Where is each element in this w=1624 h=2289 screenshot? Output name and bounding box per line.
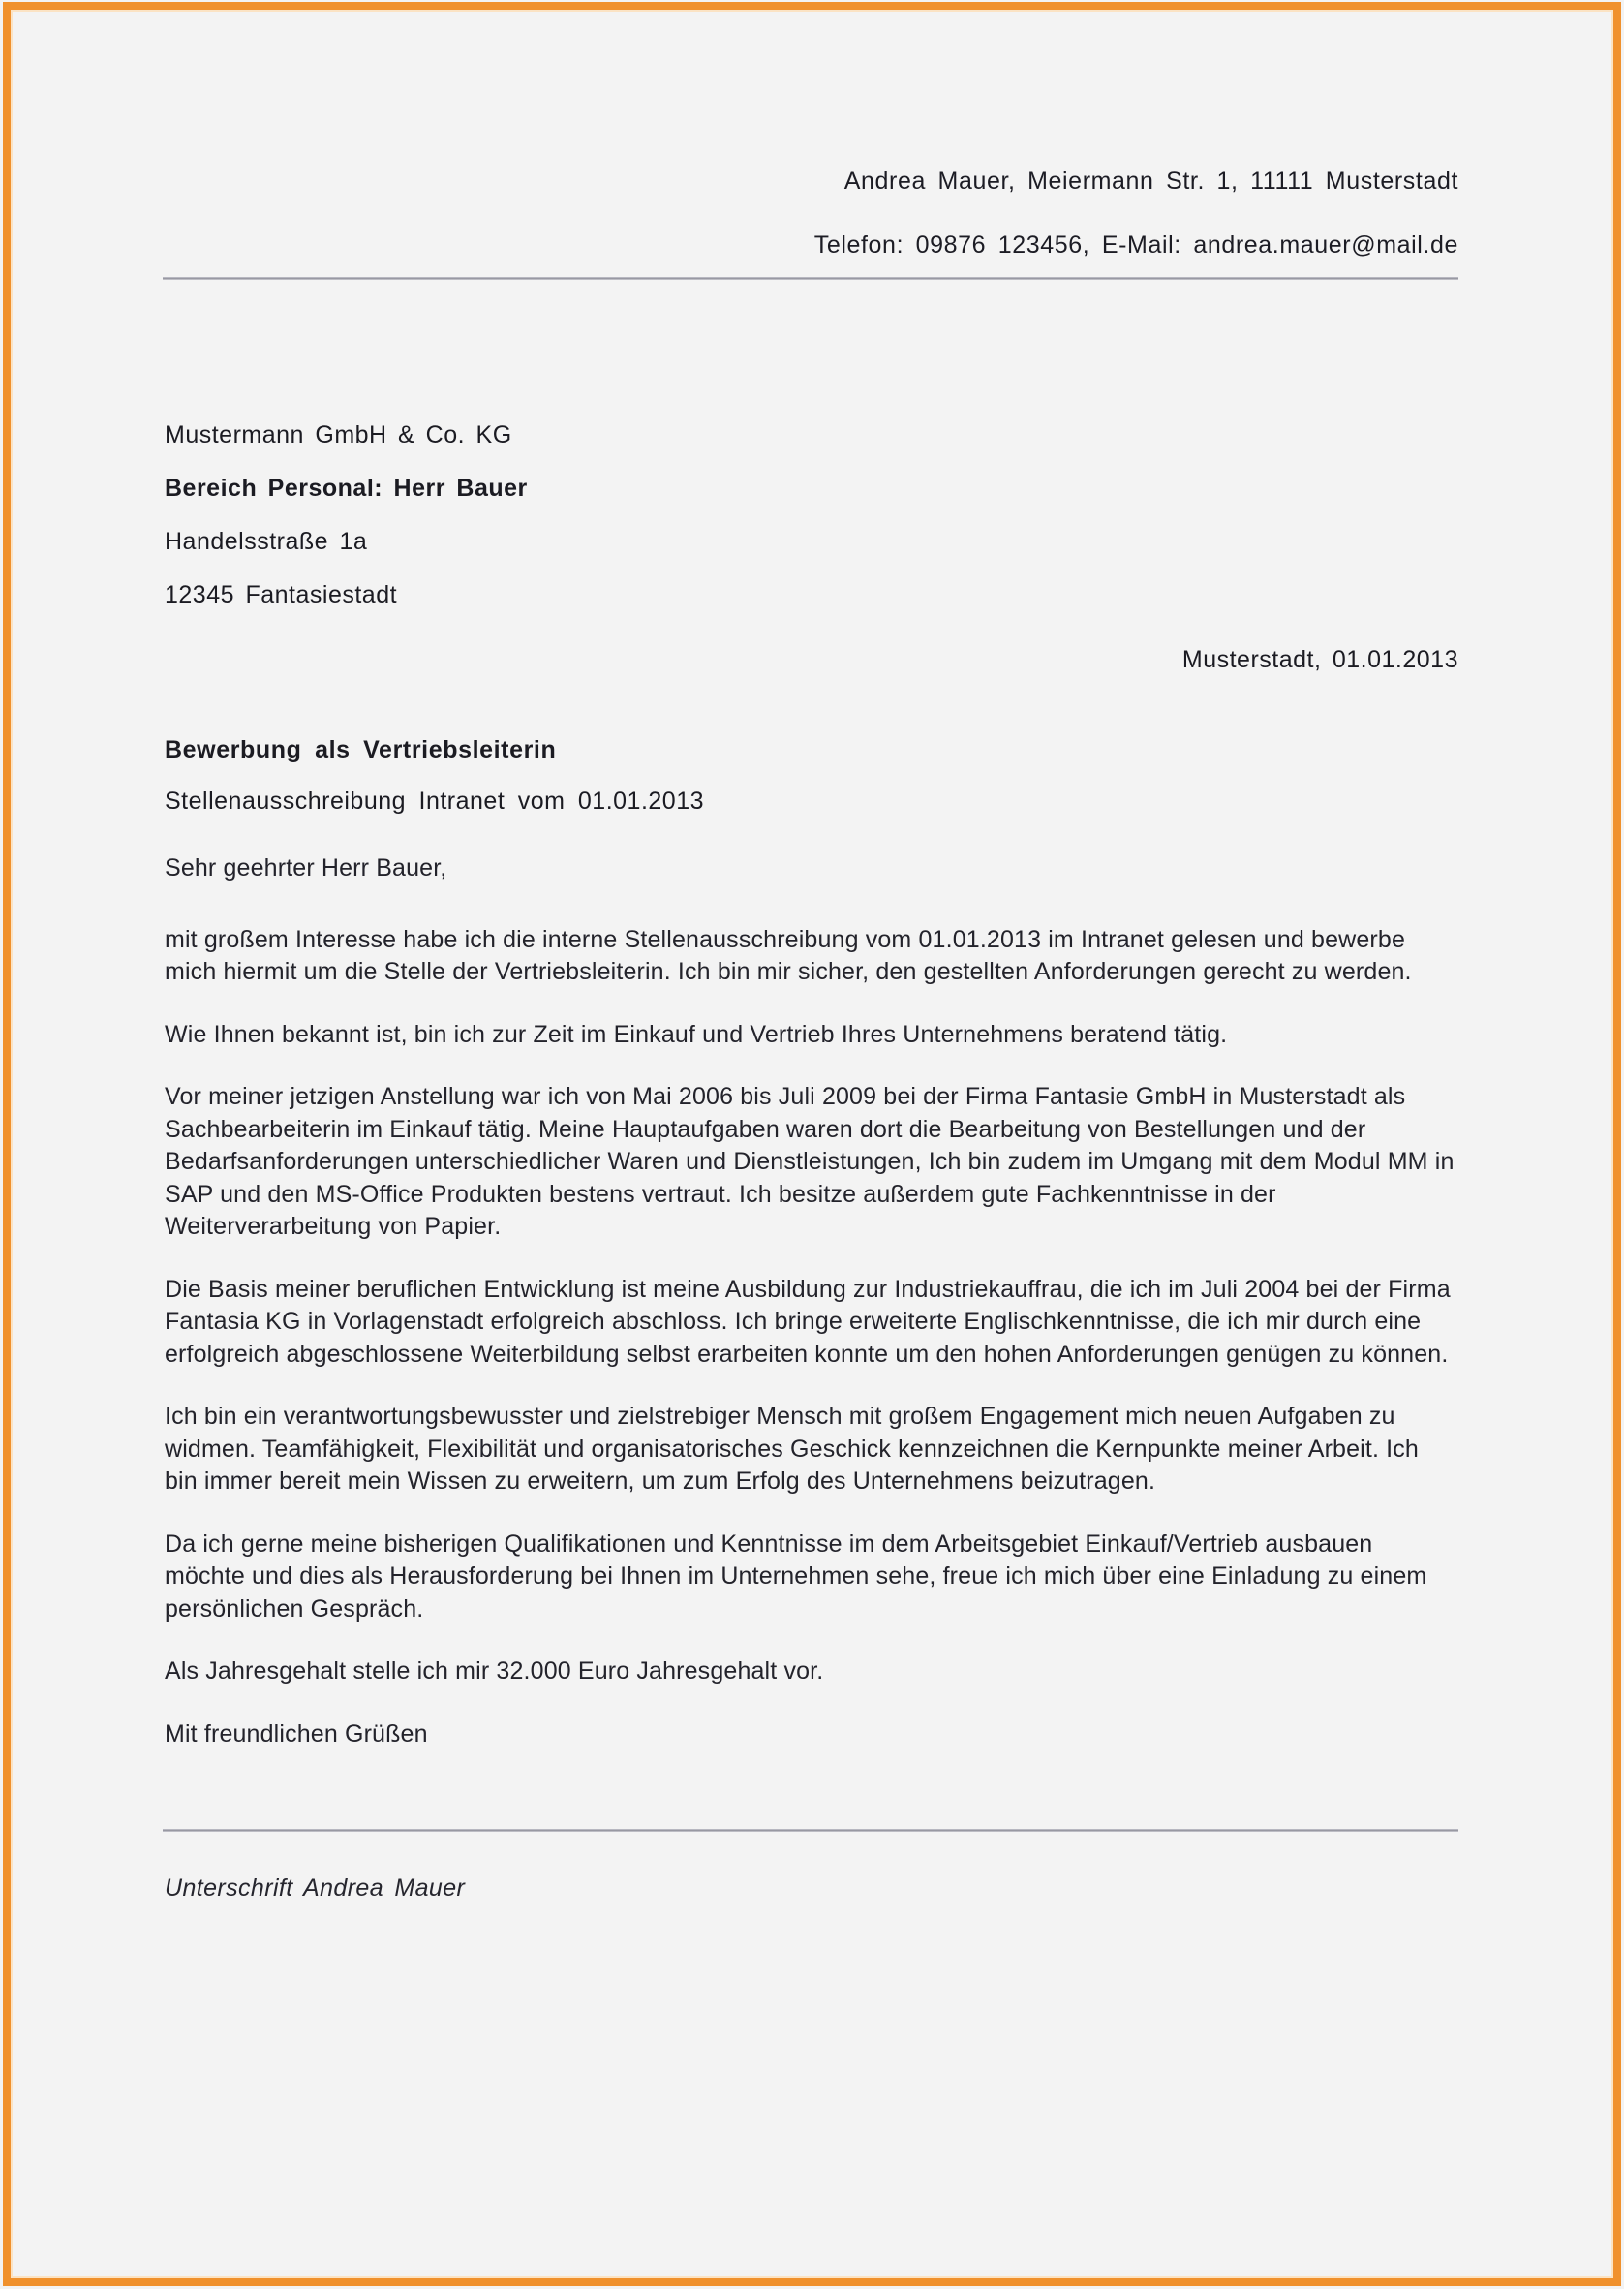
sender-contact-line: Telefon: 09876 123456, E-Mail: andrea.mauer@mail.de (813, 232, 1458, 260)
signature-divider (163, 1829, 1458, 1832)
salutation: Sehr geehrter Herr Bauer, (165, 854, 447, 882)
recipient-company: Mustermann GmbH & Co. KG (165, 421, 512, 449)
subject-reference: Stellenausschreibung Intranet vom 01.01.2013 (165, 788, 705, 815)
place-and-date: Musterstadt, 01.01.2013 (1181, 646, 1458, 673)
signature-caption: Unterschrift Andrea Mauer (165, 1874, 466, 1902)
body-paragraph-3: Vor meiner jetzigen Anstellung war ich von Mai 2006 bis Juli 2009 bei der Firma Fantasie GmbH in Musterstadt als Sachbearbeiterin im Einkauf tätig. Meine Hauptaufgaben waren dort die Bearbeitung von Bestellungen und der Bedarfsanforderungen unterschiedlicher Waren und Dienstleistungen, Ich bin zudem im Umgang mit dem Modul MM in SAP und den MS-Office Produkten bestens vertraut. Ich besitze außerdem gute Fachkenntnisse in der Weiterverarbeitung von Papier. (165, 1083, 1455, 1240)
recipient-street: Handelsstraße 1a (165, 528, 368, 555)
body-paragraph-6: Da ich gerne meine bisherigen Qualifikationen und Kenntnisse im dem Arbeitsgebiet Einkauf/Vertrieb ausbauen möchte und dies als Herausforderung bei Ihnen im Unternehmen sehe, freue ich mich über eine Einladung zu einem persönlichen Gespräch. (165, 1530, 1427, 1623)
recipient-address-block (165, 423, 1036, 636)
body-paragraph-4: Die Basis meiner beruflichen Entwicklung ist meine Ausbildung zur Industriekauffrau, die ich im Juli 2004 bei der Firma Fantasia KG in Vorlagenstadt erfolgreich abschloss. Ich bringe erweiterte Englischkenntnisse, die ich mir durch eine erfolgreich abgeschlossene Weiterbildung selbst erarbeiten konnte um den hohen Anforderungen genügen zu können. (165, 1275, 1451, 1368)
recipient-city: 12345 Fantasiestadt (165, 581, 398, 608)
body-paragraph-2: Wie Ihnen bekannt ist, bin ich zur Zeit im Einkauf und Vertrieb Ihres Unternehmens beratend tätig. (165, 1020, 1228, 1048)
body-paragraph-salary: Als Jahresgehalt stelle ich mir 32.000 Euro Jahresgehalt vor. (165, 1657, 824, 1685)
body-paragraph-5: Ich bin ein verantwortungsbewusster und zielstrebiger Mensch mit großem Engagement mich neuen Aufgaben zu widmen. Teamfähigkeit, Flexibilität und organisatorisches Geschick kennzeichnen die Kernpunkte meiner Arbeit. Ich bin immer bereit mein Wissen zu erweitern, um zum Erfolg des Unternehmens beizutragen. (165, 1403, 1419, 1495)
recipient-department: Bereich Personal: Herr Bauer (165, 475, 528, 502)
letter-body (165, 852, 1457, 1780)
subject-block (165, 736, 1453, 816)
sender-header (163, 167, 1458, 262)
header-divider (163, 277, 1458, 280)
scan-watermark-artifact (31, 2226, 79, 2251)
sender-address-line: Andrea Mauer, Meiermann Str. 1, 11111 Musterstadt (843, 168, 1458, 195)
body-paragraph-1: mit großem Interesse habe ich die interne Stellenausschreibung vom 01.01.2013 im Intranet gelesen und bewerbe mich hiermit um die Stelle der Vertriebsleiterin. Ich bin mir sicher, den gestellten Anforderungen gerecht zu werden. (165, 925, 1412, 985)
subject-headline: Bewerbung als Vertriebsleiterin (165, 736, 557, 763)
closing-phrase: Mit freundlichen Grüßen (165, 1719, 428, 1748)
